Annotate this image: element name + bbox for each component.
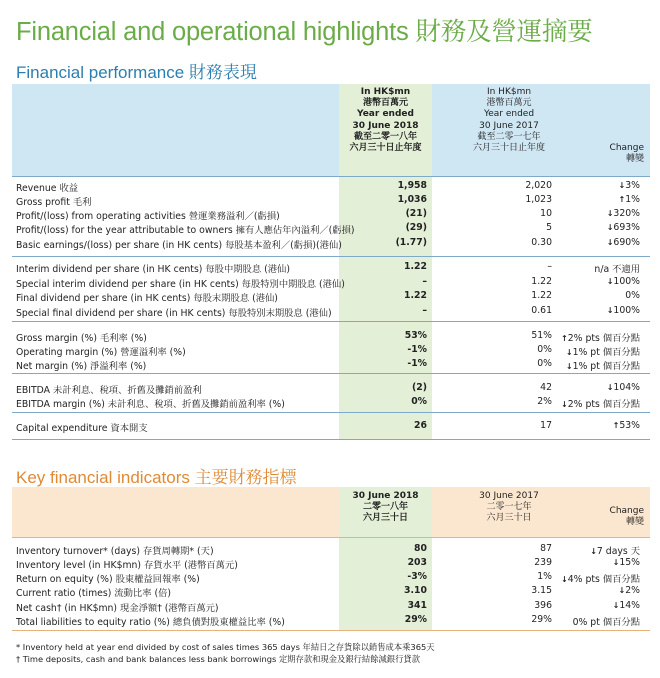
header-line: Year ended <box>483 109 535 120</box>
change-text: 1% pt 個百分點 <box>572 361 640 372</box>
header-line: 港幣百萬元 <box>486 98 532 109</box>
value-prior-year: 29% <box>531 614 552 625</box>
row-label: Inventory turnover* (days) 存貨周轉期* (天) <box>16 546 214 557</box>
table-row <box>16 600 644 614</box>
row-label: Revenue 收益 <box>16 183 79 194</box>
header-line: 二零一八年 <box>362 502 408 513</box>
divider <box>12 537 650 538</box>
value-current-year: 29% <box>404 614 427 625</box>
value-change <box>625 290 640 301</box>
header-line: 截至二零一八年 <box>353 131 417 142</box>
arrow-down-icon: ↓ <box>606 306 614 315</box>
table-row <box>16 180 644 194</box>
row-label: Basic earnings/(loss) per share (in HK cents) 每股基本盈利／(虧損)(港仙) <box>16 240 342 251</box>
row-label: EBITDA margin (%) 未計利息、稅項、折舊及攤銷前盈利率 (%) <box>16 399 285 410</box>
change-text: 104% <box>613 382 640 393</box>
change-text: n/a 不適用 <box>594 264 640 275</box>
row-label: Final dividend per share (in HK cents) 每股末期股息 (港仙) <box>16 293 278 304</box>
value-prior-year: 2% <box>537 396 552 407</box>
value-prior-year: – <box>547 261 552 272</box>
value-change <box>607 305 640 316</box>
value-prior-year: 0.61 <box>531 305 552 316</box>
table-row <box>16 358 644 372</box>
header-line: 六月三十日 <box>362 513 408 524</box>
value-current-year: 1.22 <box>404 290 427 301</box>
header-line: 六月三十日 <box>486 513 532 524</box>
value-change <box>566 344 640 358</box>
value-prior-year: 1.22 <box>531 276 552 287</box>
value-current-year: 3.10 <box>404 585 427 596</box>
value-current-year: 0% <box>411 396 427 407</box>
value-current-year: -3% <box>407 571 427 582</box>
table-row <box>16 614 644 628</box>
row-label: Interim dividend per share (in HK cents) 每股中期股息 (港仙) <box>16 264 290 275</box>
row-label: Gross profit 毛利 <box>16 197 92 208</box>
row-label: Net margin (%) 淨溢利率 (%) <box>16 361 147 372</box>
arrow-up-icon: ↑ <box>612 421 620 430</box>
fp-col-2017-header <box>462 87 556 154</box>
arrow-up-icon: ↑ <box>561 334 568 343</box>
divider <box>12 630 650 631</box>
value-current-year: (1.77) <box>395 237 427 248</box>
change-text: 14% <box>619 600 640 611</box>
value-change <box>566 358 640 372</box>
value-change <box>607 382 640 393</box>
value-prior-year: 2,020 <box>525 180 552 191</box>
arrow-down-icon: ↓ <box>612 601 620 610</box>
table-row <box>16 396 644 410</box>
value-change <box>590 543 640 557</box>
change-text: 53% <box>619 420 640 431</box>
value-current-year: – <box>422 305 427 316</box>
row-label: Total liabilities to equity ratio (%) 總負債對股東權益比率 (%) <box>16 617 285 628</box>
value-prior-year: 1.22 <box>531 290 552 301</box>
change-text: 100% <box>613 305 640 316</box>
value-change <box>619 180 640 191</box>
value-change <box>594 261 640 275</box>
change-text: 320% <box>613 208 640 219</box>
table-row <box>16 290 644 304</box>
change-text: 690% <box>613 237 640 248</box>
divider <box>12 412 650 413</box>
table-row <box>16 557 644 571</box>
value-change <box>607 237 640 248</box>
row-label: Return on equity (%) 股東權益回報率 (%) <box>16 574 200 585</box>
table-row <box>16 276 644 290</box>
value-change <box>561 396 640 410</box>
table-row <box>16 420 644 434</box>
change-text: 3% <box>625 180 640 191</box>
footnote-net-cash: † Time deposits, cash and bank balances less bank borrowings 定期存款和現金及銀行結餘減銀行貸款 <box>16 654 420 664</box>
row-label: Current ratio (times) 流動比率 (倍) <box>16 588 172 599</box>
value-change <box>619 194 640 205</box>
row-label: Operating margin (%) 營運溢利率 (%) <box>16 347 186 358</box>
change-text: 15% <box>619 557 640 568</box>
table-row <box>16 543 644 557</box>
value-change <box>561 571 640 585</box>
table-row <box>16 194 644 208</box>
table-row <box>16 330 644 344</box>
table-row <box>16 208 644 222</box>
value-prior-year: 87 <box>540 543 552 554</box>
table-row <box>16 571 644 585</box>
divider <box>12 256 650 257</box>
arrow-down-icon: ↓ <box>565 348 573 357</box>
fp-col-change-header <box>560 143 644 165</box>
divider <box>12 321 650 322</box>
header-line: 30 June 2017 <box>479 491 539 501</box>
value-current-year: 1,958 <box>397 180 427 191</box>
value-prior-year: 0% <box>537 358 552 369</box>
divider <box>12 373 650 374</box>
table-row <box>16 261 644 275</box>
change-text: 693% <box>613 222 640 233</box>
value-current-year: 53% <box>404 330 427 341</box>
value-current-year: 80 <box>414 543 427 554</box>
arrow-down-icon: ↓ <box>561 575 568 584</box>
change-text: 0% pt 個百分點 <box>572 617 640 628</box>
value-prior-year: 10 <box>540 208 552 219</box>
change-text: 2% pts 個百分點 <box>567 333 640 344</box>
value-prior-year: 396 <box>534 600 552 611</box>
value-current-year: -1% <box>407 358 427 369</box>
value-change <box>607 222 640 233</box>
change-text: 1% <box>625 194 640 205</box>
value-prior-year: 51% <box>531 330 552 341</box>
arrow-down-icon: ↓ <box>606 383 614 392</box>
page-title: Financial and operational highlights 財務及營運摘要 <box>16 18 593 46</box>
row-label: Special final dividend per share (in HK cents) 每股特別末期股息 (港仙) <box>16 308 332 319</box>
divider <box>12 176 650 177</box>
arrow-down-icon: ↓ <box>606 223 614 232</box>
row-label: Special interim dividend per share (in HK cents) 每股特別中期股息 (港仙) <box>16 279 345 290</box>
value-change <box>613 420 640 431</box>
kfi-col-2017-header <box>462 491 556 525</box>
header-line: 30 June 2018 <box>352 491 419 501</box>
row-label: Inventory level (in HK$mn) 存貨水平 (港幣百萬元) <box>16 560 238 571</box>
table-row <box>16 344 644 358</box>
value-change <box>619 585 640 596</box>
header-line: 六月三十日止年度 <box>349 143 422 154</box>
value-prior-year: 5 <box>546 222 552 233</box>
divider <box>12 439 650 440</box>
change-text: 2% pts 個百分點 <box>567 399 640 410</box>
table-row <box>16 585 644 599</box>
row-label: Capital expenditure 資本開支 <box>16 423 148 434</box>
key-financial-indicators-title: Key financial indicators 主要財務指標 <box>16 468 297 487</box>
value-current-year: 1,036 <box>397 194 427 205</box>
value-prior-year: 0% <box>537 344 552 355</box>
value-prior-year: 0.30 <box>531 237 552 248</box>
arrow-down-icon: ↓ <box>606 277 614 286</box>
value-change <box>613 600 640 611</box>
header-line: 30 June 2018 <box>352 120 419 131</box>
value-change <box>613 557 640 568</box>
change-text: 1% pt 個百分點 <box>572 347 640 358</box>
row-label: Net cash† (in HK$mn) 現金淨額† (港幣百萬元) <box>16 603 219 614</box>
header-line: 六月三十日止年度 <box>472 143 545 154</box>
value-change <box>573 614 640 628</box>
change-text: 4% pts 個百分點 <box>567 574 640 585</box>
arrow-up-icon: ↑ <box>618 195 626 204</box>
value-current-year: 341 <box>407 600 427 611</box>
value-prior-year: 1,023 <box>525 194 552 205</box>
header-line: In HK$mn <box>360 87 411 97</box>
table-row <box>16 382 644 396</box>
value-change <box>607 208 640 219</box>
header-line: 截至二零一七年 <box>477 131 541 142</box>
value-change <box>561 330 640 344</box>
value-current-year: (21) <box>405 208 427 219</box>
header-line: Year ended <box>357 109 414 120</box>
header-line: 港幣百萬元 <box>362 98 408 109</box>
kfi-col-2018-header <box>339 491 432 525</box>
table-row <box>16 305 644 319</box>
financial-performance-title: Financial performance 財務表現 <box>16 63 257 82</box>
row-label: Gross margin (%) 毛利率 (%) <box>16 333 147 344</box>
arrow-down-icon: ↓ <box>618 181 626 190</box>
value-current-year: (2) <box>412 382 427 393</box>
value-current-year: 26 <box>414 420 427 431</box>
value-prior-year: 239 <box>534 557 552 568</box>
row-label: EBITDA 未計利息、稅項、折舊及攤銷前盈利 <box>16 385 202 396</box>
value-current-year: (29) <box>405 222 427 233</box>
value-prior-year: 42 <box>540 382 552 393</box>
arrow-down-icon: ↓ <box>618 586 626 595</box>
header-line: 二零一七年 <box>486 502 532 513</box>
value-current-year: – <box>422 276 427 287</box>
header-line: Change <box>609 506 644 516</box>
arrow-down-icon: ↓ <box>565 362 573 371</box>
header-line: 轉變 <box>625 154 644 165</box>
row-label: Profit/(loss) for the year attributable to owners 擁有人應佔年內溢利／(虧損) <box>16 225 355 236</box>
value-current-year: -1% <box>407 344 427 355</box>
value-prior-year: 3.15 <box>531 585 552 596</box>
header-line: 30 June 2017 <box>479 120 539 131</box>
value-prior-year: 17 <box>540 420 552 431</box>
arrow-down-icon: ↓ <box>590 547 597 556</box>
arrow-down-icon: ↓ <box>606 209 614 218</box>
fp-col-2018-header <box>339 87 432 154</box>
footnote-inventory: * Inventory held at year end divided by cost of sales times 365 days 年結日之存貨除以銷售成本乘365天 <box>16 642 435 652</box>
change-text: 7 days 天 <box>596 546 640 557</box>
header-line: In HK$mn <box>486 87 532 97</box>
row-label: Profit/(loss) from operating activities 營運業務溢利／(虧損) <box>16 211 280 222</box>
value-change <box>607 276 640 287</box>
arrow-down-icon: ↓ <box>561 400 568 409</box>
kfi-col-change-header <box>560 506 644 528</box>
change-text: 2% <box>625 585 640 596</box>
arrow-down-icon: ↓ <box>612 558 620 567</box>
value-current-year: 1.22 <box>404 261 427 272</box>
change-text: 0% <box>625 290 640 301</box>
value-current-year: 203 <box>407 557 427 568</box>
header-line: Change <box>609 143 644 153</box>
header-line: 轉變 <box>625 517 644 528</box>
value-prior-year: 1% <box>537 571 552 582</box>
table-row <box>16 222 644 236</box>
table-row <box>16 237 644 251</box>
arrow-down-icon: ↓ <box>606 238 614 247</box>
change-text: 100% <box>613 276 640 287</box>
